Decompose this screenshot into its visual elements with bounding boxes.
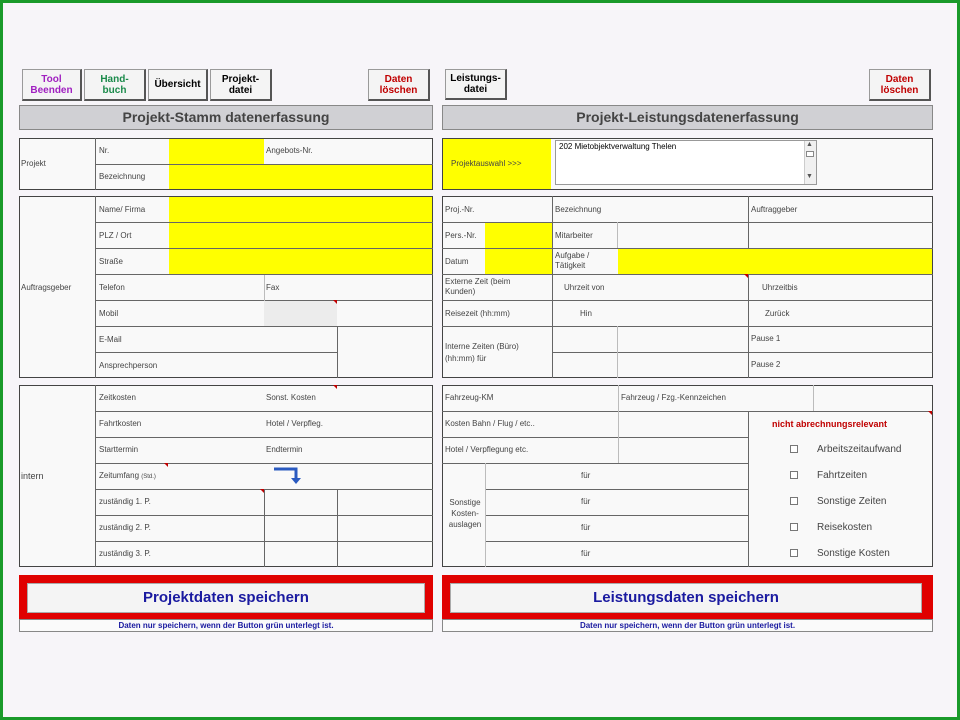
name-firma-label: Name/ Firma <box>99 205 146 214</box>
mobil-label: Mobil <box>99 309 119 318</box>
mobil-gray-cell <box>264 301 337 326</box>
fahrzeug-km-label: Fahrzeug-KM <box>445 393 494 402</box>
projekt-bezeichnung-field[interactable] <box>169 165 432 189</box>
comment-marker <box>333 385 337 389</box>
daten-loeschen-right-button[interactable]: Daten löschen <box>869 69 931 101</box>
comment-marker <box>164 463 168 467</box>
zeitumfang-unit: (Std.) <box>141 474 156 480</box>
hotel-verpfleg-label: Hotel / Verpfleg. <box>266 419 323 428</box>
datum-field[interactable] <box>485 249 552 274</box>
divider <box>95 196 96 378</box>
zeitumfang-text: Zeitumfang <box>99 471 140 480</box>
mitarbeiter-label: Mitarbeiter <box>555 231 593 240</box>
kosten-bahn-label: Kosten Bahn / Flug / etc.. <box>445 419 535 428</box>
hin-label: Hin <box>580 309 593 318</box>
projekt-leistungsdaten-header: Projekt-Leistungsdatenerfassung <box>442 105 933 130</box>
divider <box>485 541 749 542</box>
ansprechperson-label: Ansprechperson <box>99 361 158 370</box>
projektauswahl-label: Projektauswahl >>> <box>451 159 522 168</box>
zustaendig2-label: zuständig 2. P. <box>99 523 151 532</box>
leistungsdatei-button[interactable]: Leistungs- datei <box>445 69 507 100</box>
divider <box>485 515 749 516</box>
telefon-label: Telefon <box>99 283 125 292</box>
name-firma-field[interactable] <box>169 197 432 222</box>
fuer-label-1: für <box>581 471 591 480</box>
aufgabe-field[interactable] <box>618 249 932 274</box>
sonstige-kosten-checkbox[interactable] <box>790 549 798 557</box>
hotel-label: Hotel / Verpflegung etc. <box>445 445 529 454</box>
divider <box>95 411 433 412</box>
interne-zeiten-label: Interne Zeiten (Büro) (hh:mm) für <box>445 342 519 363</box>
divider <box>617 326 618 378</box>
divider <box>95 463 433 464</box>
divider <box>95 385 96 567</box>
divider <box>442 300 933 301</box>
fahrtzeiten-checkbox[interactable] <box>790 471 798 479</box>
fuer-label-2: für <box>581 497 591 506</box>
starttermin-label: Starttermin <box>99 445 139 454</box>
divider <box>442 326 933 327</box>
aufgabe-label: Aufgabe / Tätigkeit <box>555 251 590 270</box>
divider <box>264 489 265 567</box>
reisekosten-checkbox[interactable] <box>790 523 798 531</box>
pers-nr-field[interactable] <box>485 223 552 248</box>
fahrtzeiten-label: Fahrtzeiten <box>817 470 868 481</box>
intern-section-label: intern <box>21 471 44 481</box>
comment-marker <box>744 274 748 278</box>
scroll-thumb[interactable] <box>806 151 814 157</box>
divider <box>442 463 749 464</box>
reisezeit-label: Reisezeit (hh:mm) <box>445 309 510 318</box>
plz-ort-field[interactable] <box>169 223 432 248</box>
zeitkosten-label: Zeitkosten <box>99 393 136 402</box>
projekt-list-item[interactable]: 202 Mietobjektverwaltung Thelen <box>559 142 677 151</box>
divider <box>813 385 814 411</box>
divider <box>442 411 933 412</box>
leistungsdaten-speichern-button[interactable]: Leistungsdaten speichern <box>450 583 922 613</box>
divider <box>618 411 619 463</box>
bezeichnung-label: Bezeichnung <box>99 172 146 181</box>
zustaendig1-label: zuständig 1. P. <box>99 497 151 506</box>
projektdaten-save-note: Daten nur speichern, wenn der Button grün unterlegt ist. <box>19 619 433 632</box>
divider <box>748 196 749 378</box>
fahrtkosten-label: Fahrtkosten <box>99 419 142 428</box>
nicht-abrechnungsrelevant-label: nicht abrechnungsrelevant <box>772 419 888 429</box>
uhrzeit-von-label: Uhrzeit von <box>564 283 605 292</box>
intern-box <box>19 385 433 567</box>
proj-nr-label: Proj.-Nr. <box>445 205 475 214</box>
daten-loeschen-left-button[interactable]: Daten löschen <box>368 69 430 101</box>
zurueck-label: Zurück <box>765 309 790 318</box>
pause1-label: Pause 1 <box>751 334 781 343</box>
divider <box>95 437 433 438</box>
divider <box>552 196 553 378</box>
uebersicht-button[interactable]: Übersicht <box>148 69 208 101</box>
externe-zeit-label: Externe Zeit (beim Kunden) <box>445 277 511 296</box>
divider <box>748 411 749 567</box>
pause2-label: Pause 2 <box>751 360 781 369</box>
divider <box>485 463 486 567</box>
divider <box>442 437 749 438</box>
projektdaten-speichern-button[interactable]: Projektdaten speichern <box>27 583 425 613</box>
arbeitszeitaufwand-label: Arbeitszeitaufwand <box>817 444 902 455</box>
leistungsdaten-save-note: Daten nur speichern, wenn der Button grün unterlegt ist. <box>442 619 933 632</box>
divider <box>95 326 433 327</box>
reisekosten-label: Reisekosten <box>817 522 873 533</box>
nr-label: Nr. <box>99 146 110 155</box>
strasse-field[interactable] <box>169 249 432 274</box>
arrow-down-right-icon[interactable] <box>272 466 304 486</box>
arbeitszeitaufwand-checkbox[interactable] <box>790 445 798 453</box>
sonstige-kosten-label: Sonstige Kosten <box>817 548 890 559</box>
divider <box>442 274 933 275</box>
fax-label: Fax <box>266 283 280 292</box>
fuer-label-3: für <box>581 523 591 532</box>
divider <box>552 352 933 353</box>
pers-nr-label: Pers.-Nr. <box>445 231 477 240</box>
zustaendig3-label: zuständig 3. P. <box>99 549 151 558</box>
scroll-down-icon[interactable]: ▼ <box>806 173 813 180</box>
auftraggeber-label: Auftraggeber <box>751 205 798 214</box>
divider <box>617 222 618 248</box>
auftraggeber-section-label: Auftragsgeber <box>21 283 72 292</box>
divider <box>95 352 338 353</box>
scroll-up-icon[interactable]: ▲ <box>806 141 813 148</box>
angebots-nr-label: Angebots-Nr. <box>266 146 313 155</box>
fuer-label-4: für <box>581 549 591 558</box>
comment-marker <box>333 300 337 304</box>
datum-label: Datum <box>445 257 469 266</box>
strasse-label: Straße <box>99 257 124 266</box>
divider <box>337 326 338 378</box>
handbuch-button[interactable]: Hand- buch <box>84 69 146 101</box>
sonstige-zeiten-label: Sonstige Zeiten <box>817 496 887 507</box>
projekt-stammdaten-header: Projekt-Stamm datenerfassung <box>19 105 433 130</box>
endtermin-label: Endtermin <box>266 445 303 454</box>
uhrzeit-bis-label: Uhrzeitbis <box>762 283 798 292</box>
email-label: E-Mail <box>99 335 122 344</box>
projekt-nr-field[interactable] <box>169 139 264 164</box>
bezeichnung-label: Bezeichnung <box>555 205 602 214</box>
comment-marker <box>928 411 932 415</box>
divider <box>618 385 619 411</box>
projektdatei-button[interactable]: Projekt- datei <box>210 69 272 101</box>
comment-marker <box>260 489 264 493</box>
sonstige-zeiten-checkbox[interactable] <box>790 497 798 505</box>
plz-ort-label: PLZ / Ort <box>99 231 132 240</box>
sonst-kosten-label: Sonst. Kosten <box>266 393 316 402</box>
sonstige-kosten-label: Sonstige Kosten- auslagen <box>448 498 482 529</box>
divider <box>485 489 749 490</box>
projekt-section-label: Projekt <box>21 159 46 168</box>
tool-beenden-button[interactable]: Tool Beenden <box>22 69 82 101</box>
zeitumfang-label <box>99 471 156 482</box>
divider <box>337 489 338 567</box>
fahrzeug-kennzeichen-label: Fahrzeug / Fzg.-Kennzeichen <box>621 393 726 402</box>
